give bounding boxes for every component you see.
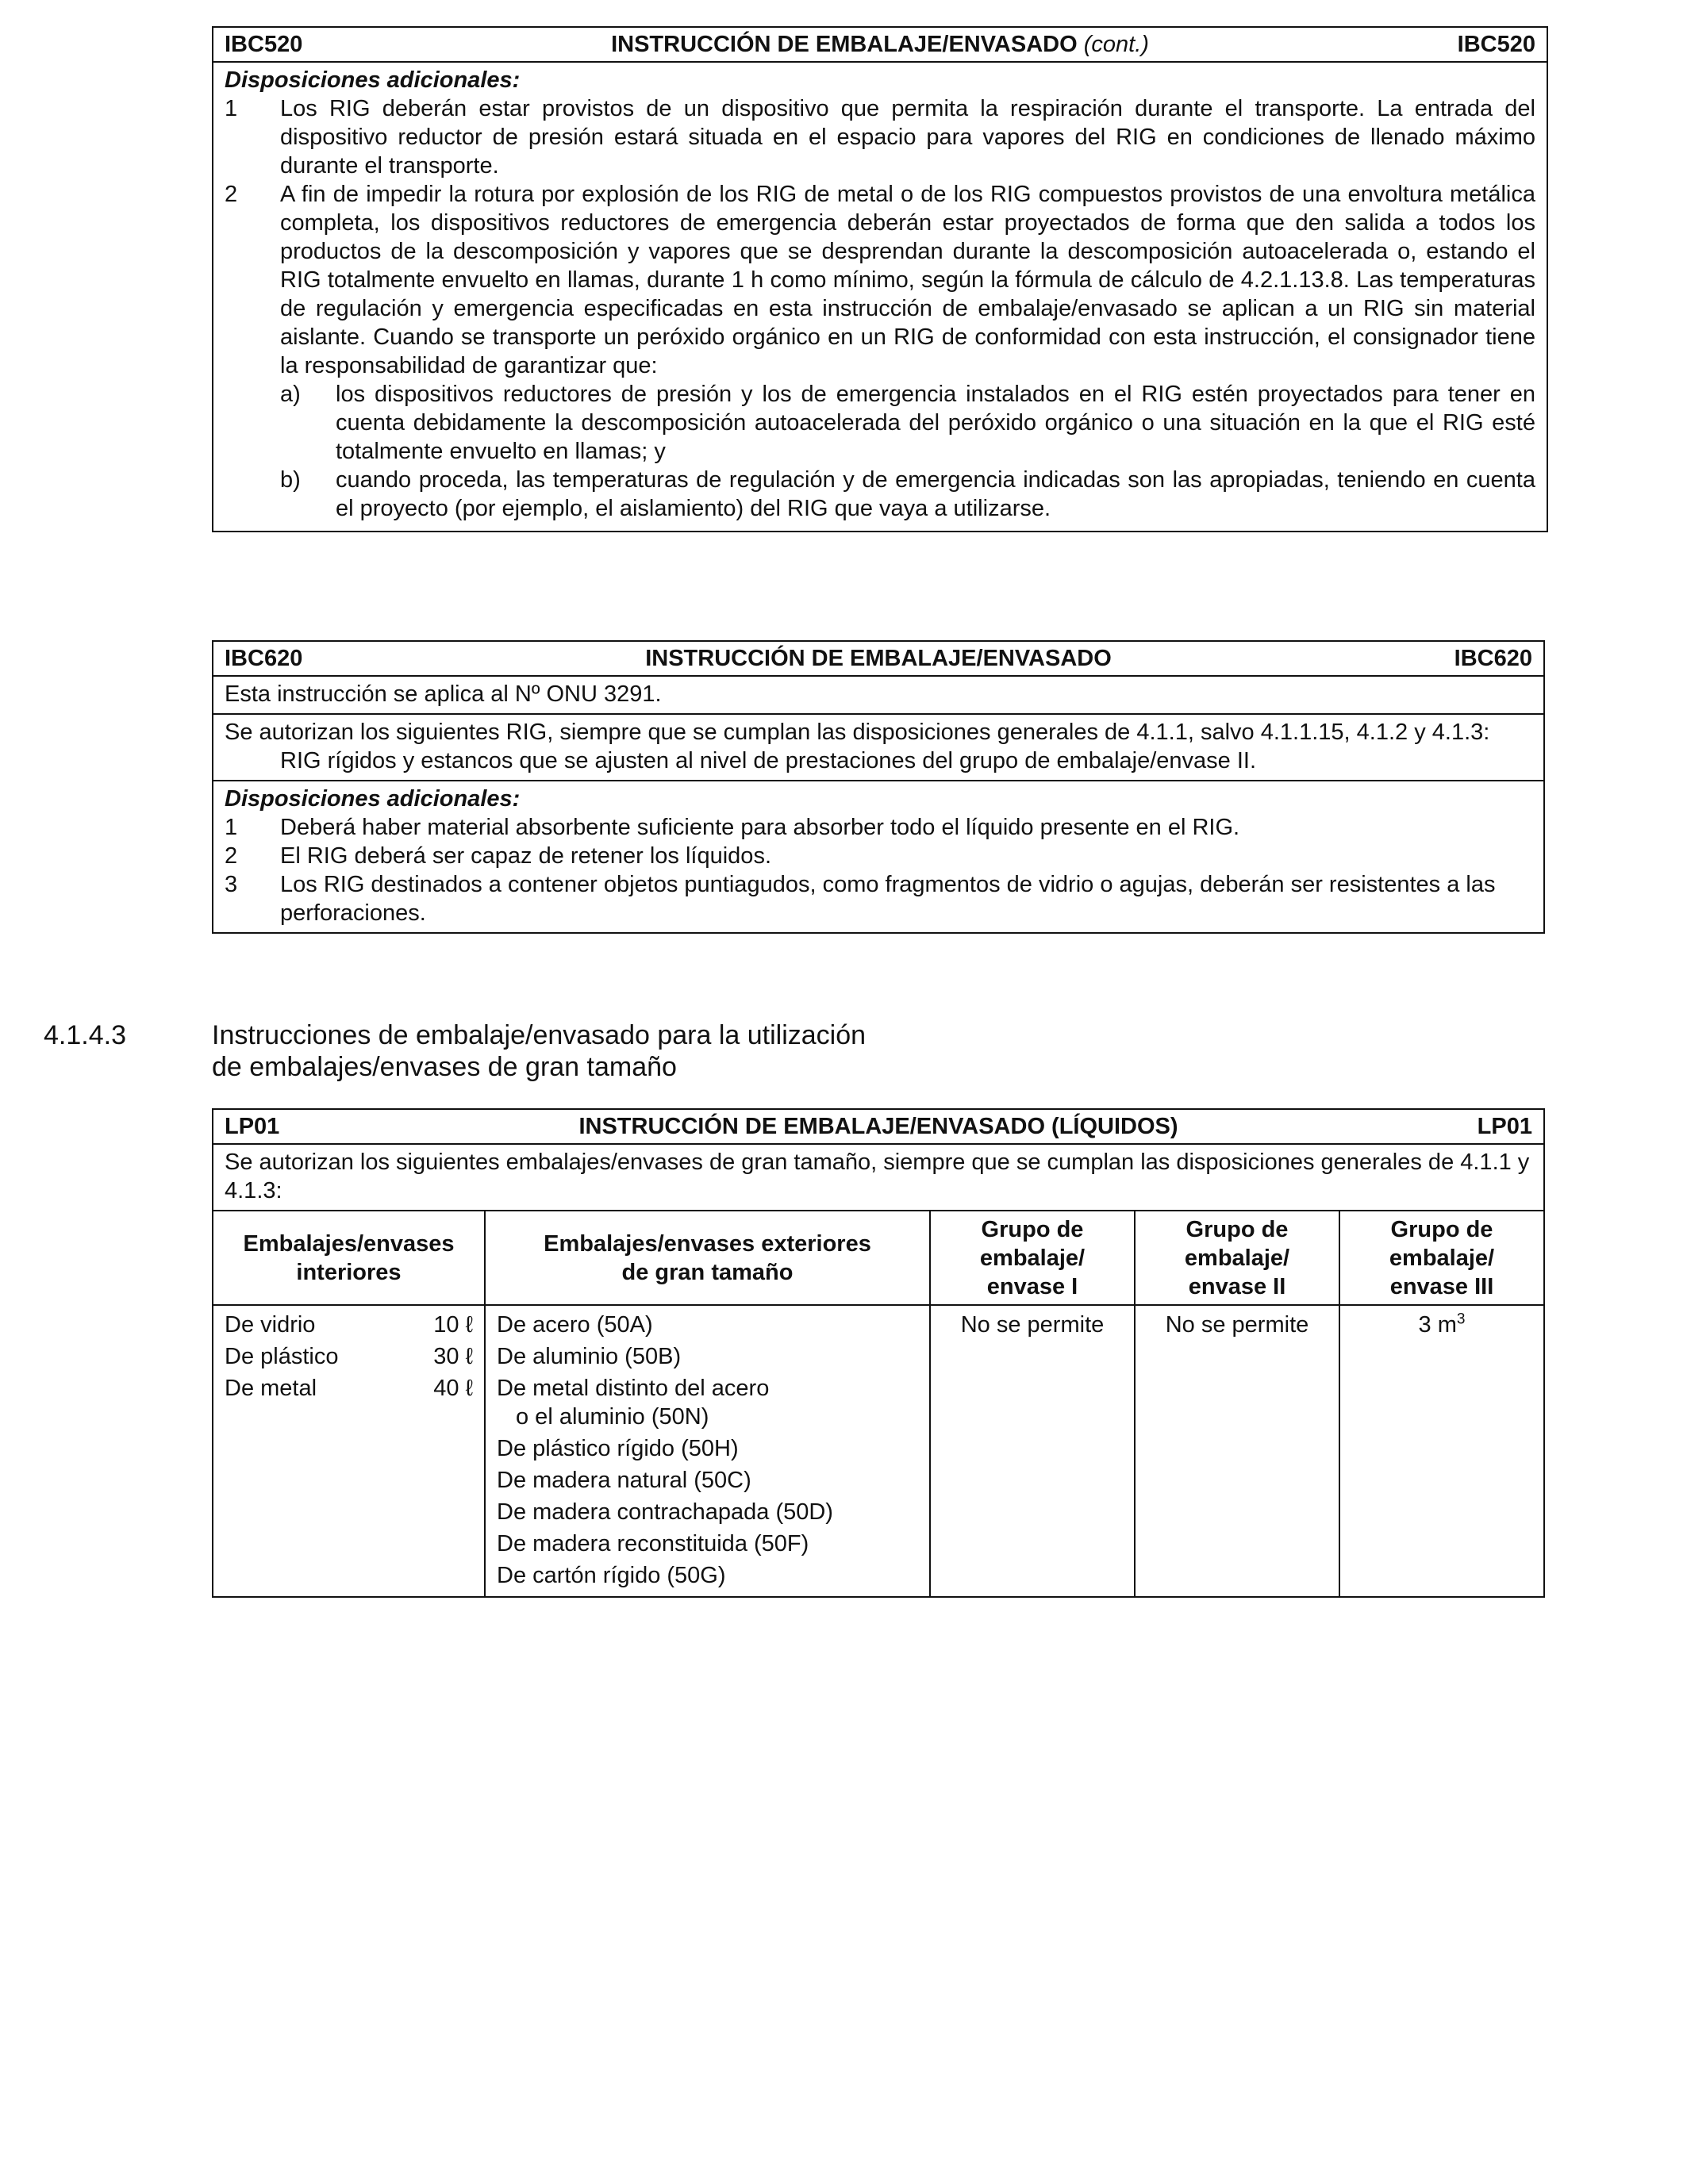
outer-item: De metal distinto del acero <box>497 1376 770 1401</box>
lp01-data-row <box>213 1305 1543 1596</box>
lp01-code-right: LP01 <box>1477 1114 1532 1139</box>
outer-item-cont: o el aluminio (50N) <box>516 1404 709 1430</box>
group-3-value: 3 $m^3$ <box>1339 1305 1543 1596</box>
ibc620-authorized <box>213 715 1543 781</box>
ibc520-title-suffix: (cont.) <box>1083 32 1149 57</box>
ibc620-authorized-text: Se autorizan los siguientes RIG, siempre que se cumplan las disposiciones generales de 4.1.1, salvo 4.1.1.15, 4.1.2 y 4.1.3: <box>225 720 1490 745</box>
inner-item: De plástico 30 ℓ <box>225 1344 473 1369</box>
inner-item: De metal 40 ℓ <box>225 1376 473 1401</box>
outer-item: De aluminio (50B) <box>497 1344 682 1369</box>
col-header-group-2: Grupo de embalaje/ envase II <box>1135 1211 1339 1305</box>
ibc620-applies: Esta instrucción se aplica al Nº ONU 3291. <box>213 677 1543 715</box>
col-header-inner: Embalajes/envases interiores <box>213 1211 485 1305</box>
outer-item: De madera contrachapada (50D) <box>497 1499 833 1525</box>
ibc620-title: INSTRUCCIÓN DE EMBALAJE/ENVASADO <box>645 646 1112 671</box>
ibc620-authorized-detail: RIG rígidos y estancos que se ajusten al nivel de prestaciones del grupo de embalaje/envase II. <box>280 748 1257 773</box>
outer-item: De plástico rígido (50H) <box>497 1436 739 1461</box>
ibc620-code-left: IBC620 <box>225 646 303 671</box>
group-2-value: No se permite <box>1135 1305 1339 1596</box>
lp01-table <box>213 1211 1543 1596</box>
section-title: Instrucciones de embalaje/envasado para la utilización de embalajes/envases de gran tamaño <box>212 1020 867 1082</box>
lp01-intro: Se autorizan los siguientes embalajes/envases de gran tamaño, siempre que se cumplan las disposiciones generales de 4.1.1 y 4.1.3: <box>213 1145 1543 1211</box>
outer-packagings-cell <box>485 1305 930 1596</box>
col-header-outer: Embalajes/envases exteriores de gran tamaño <box>485 1211 930 1305</box>
outer-item: De cartón rígido (50G) <box>497 1563 726 1588</box>
section-number: 4.1.4.3 <box>44 1020 126 1050</box>
ibc620-provisions <box>213 781 1543 932</box>
col-header-group-3: Grupo de embalaje/ envase III <box>1339 1211 1543 1305</box>
ibc520-provisions <box>213 63 1547 531</box>
ibc620-item-2: 2 El RIG deberá ser capaz de retener los líquidos. <box>225 843 771 869</box>
outer-item: De madera natural (50C) <box>497 1468 751 1493</box>
lp01-code-left: LP01 <box>225 1114 280 1139</box>
ibc520-header <box>213 28 1547 63</box>
inner-item: De vidrio 10 ℓ <box>225 1312 473 1338</box>
group-1-value: No se permite <box>930 1305 1135 1596</box>
ibc520-title: INSTRUCCIÓN DE EMBALAJE/ENVASADO (cont.) <box>611 32 1149 57</box>
col-header-group-1: Grupo de embalaje/ envase I <box>930 1211 1135 1305</box>
ibc520-item-2: 2 A fin de impedir la rotura por explosión de los RIG de metal o de los RIG compuestos provistos de una envoltura metálica completa, los dispositivos reductores de emergencia deberán estar proyectados de forma que den salida a todos los productos de la descomposición y vapores que se desprendan durante la descomposición autoacelerada o, estando el RIG totalmente envuelto en llamas, durante 1 h como mínimo, según la fórmula de cálculo de 4.2.1.13.8. Las temperaturas de regulación y emergencia especificadas en esta instrucción de embalaje/envasado se aplican a un RIG sin material aislante. Cuando se transporte un peróxido orgánico en un RIG de conformidad con esta instrucción, el consignador tiene la responsabilidad de garantizar que: <box>225 182 1535 378</box>
lp01-header <box>213 1110 1543 1145</box>
ibc620-item-1: 1 Deberá haber material absorbente suficiente para absorber todo el líquido presente en el RIG. <box>225 815 1240 840</box>
lp01-title: INSTRUCCIÓN DE EMBALAJE/ENVASADO (LÍQUIDOS) <box>578 1114 1178 1139</box>
ibc620-code-right: IBC620 <box>1454 646 1532 671</box>
outer-item: De madera reconstituida (50F) <box>497 1531 809 1556</box>
ibc520-subitem-b: b) cuando proceda, las temperaturas de regulación y de emergencia indicadas son las apropiadas, teniendo en cuenta el proyecto (por ejemplo, el aislamiento) del RIG que vaya a utilizarse. <box>280 467 1535 521</box>
ibc520-subitem-a: a) los dispositivos reductores de presión y los de emergencia instalados en el RIG estén proyectados para tener en cuenta debidamente la descomposición autoacelerada del peróxido orgánico o una situación en la que el RIG esté totalmente envuelto en llamas; y <box>280 382 1535 464</box>
ibc620-header <box>213 642 1543 677</box>
lp01-table-wrap <box>213 1211 1543 1596</box>
ibc520-code-right: IBC520 <box>1457 32 1535 57</box>
outer-item: De acero (50A) <box>497 1312 653 1338</box>
ibc520-code-left: IBC520 <box>225 32 303 57</box>
inner-packagings-cell <box>213 1305 485 1596</box>
ibc520-item-1: 1 Los RIG deberán estar provistos de un dispositivo que permita la respiración durante el transporte. La entrada del dispositivo reductor de presión estará situada en el espacio para vapores del RIG en condiciones de llenado máximo durante el transporte. <box>225 96 1535 178</box>
ibc520-box <box>212 26 1548 532</box>
ibc520-additional-heading: Disposiciones adicionales: <box>225 67 521 93</box>
ibc620-box <box>212 640 1545 934</box>
ibc620-item-3: 3 Los RIG destinados a contener objetos puntiagudos, como fragmentos de vidrio o agujas, deberán ser resistentes a las perforaciones. <box>225 872 1496 926</box>
lp01-box <box>212 1108 1545 1598</box>
ibc620-additional-heading: Disposiciones adicionales: <box>225 786 521 812</box>
lp01-header-row <box>213 1211 1543 1305</box>
